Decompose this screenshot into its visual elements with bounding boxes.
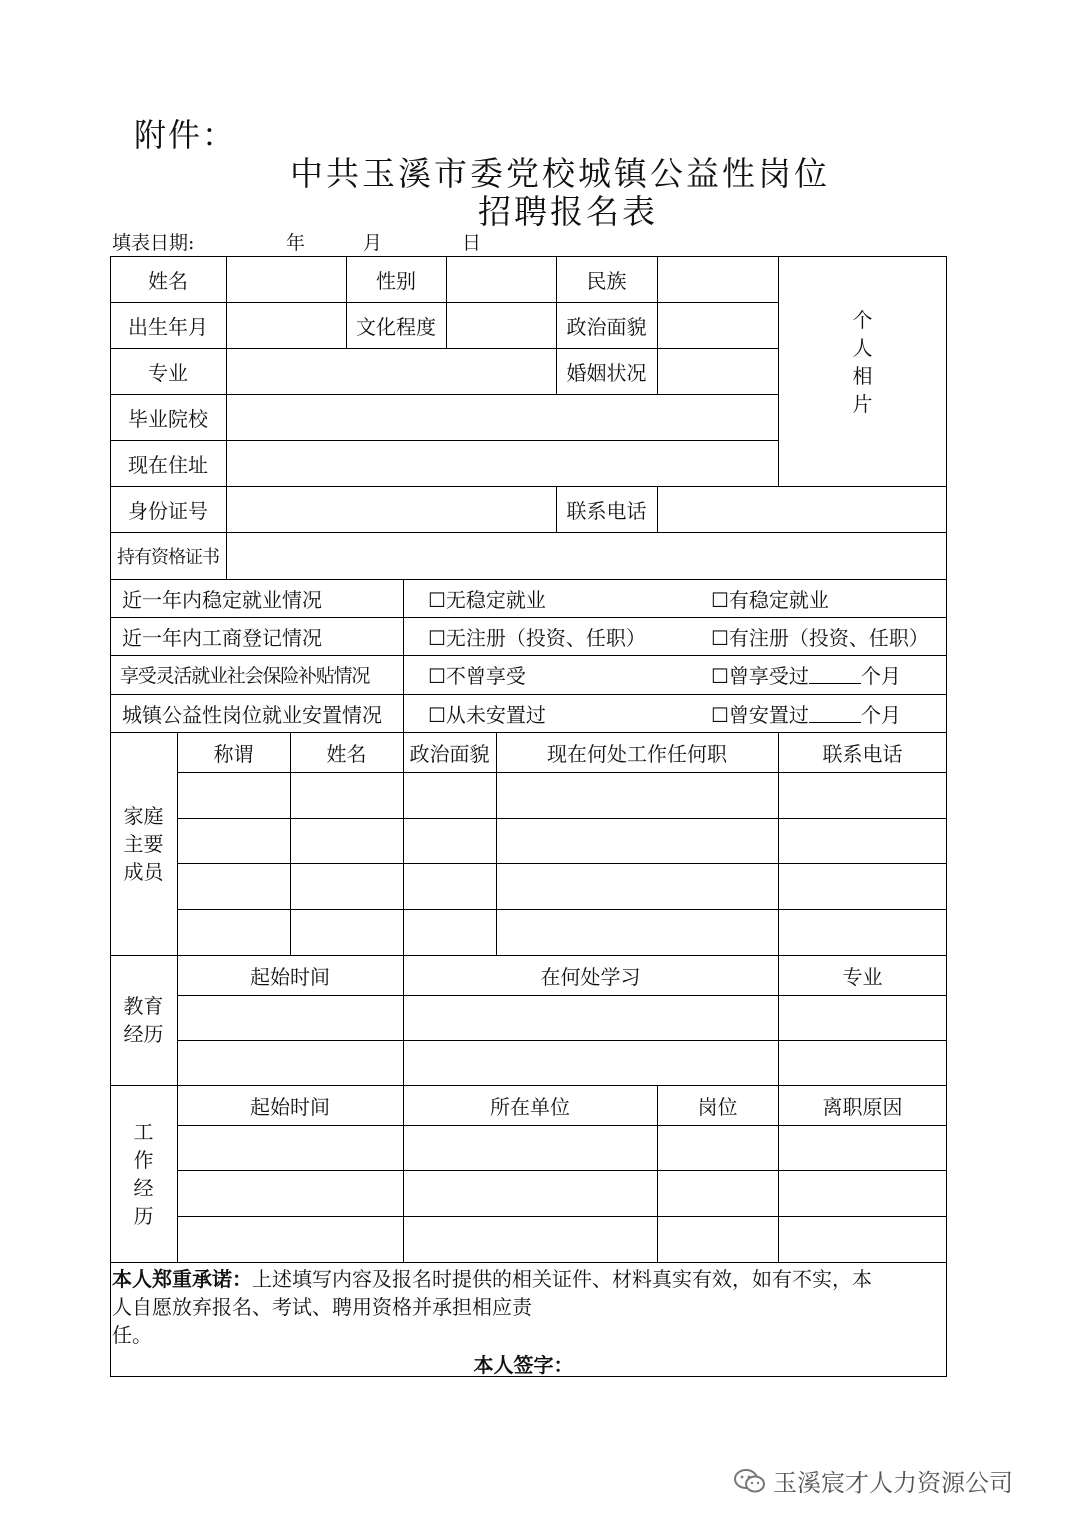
photo-char-3: 相 [852,364,873,388]
family-col-phone: 联系电话 [822,741,903,766]
education-section-label [110,992,177,1048]
id-number-field[interactable] [226,486,556,532]
enjoyed-months-blank[interactable] [809,665,861,684]
insurance-subsidy-label: 享受灵活就业社会保险补贴情况 [120,665,370,687]
enjoyed-months-unit: 个月 [860,664,901,688]
education-col-school: 在何处学习 [540,964,641,989]
placed-months-unit: 个月 [860,702,901,727]
address-label: 现在住址 [128,452,208,477]
enjoyed-label: ☐曾享受过 [711,664,809,688]
gender-label: 性别 [376,268,416,293]
major-label: 专业 [148,360,188,385]
education-label-2: 经历 [123,1022,164,1046]
form-title-line2: 招聘报名表 [478,192,658,231]
form-title-line1: 中共玉溪市委党校城镇公益性岗位 [290,154,830,193]
date-year-label: 年 [286,232,306,254]
work-label-2: 作 [133,1148,154,1172]
never-enjoyed-checkbox[interactable]: ☐不曾享受 [428,664,526,688]
stable-employment-label: 近一年内稳定就业情况 [122,587,322,612]
education-level-label: 文化程度 [356,314,436,339]
date-day-label: 日 [462,232,482,254]
wechat-icon [733,1468,767,1494]
placed-label: ☐曾安置过 [711,702,809,727]
birth-field[interactable] [226,302,346,348]
has-stable-employment-checkbox[interactable]: ☐有稳定就业 [711,587,829,612]
political-status-label: 政治面貌 [566,314,647,339]
no-registration-checkbox[interactable]: ☐无注册（投资、任职） [428,625,646,650]
pledge-text [112,1265,942,1349]
major-field[interactable] [226,348,556,394]
work-label-4: 历 [133,1204,154,1228]
business-registration-label: 近一年内工商登记情况 [122,625,322,650]
phone-label: 联系电话 [566,498,647,523]
certificate-label: 持有资格证书 [117,546,219,568]
family-label-3: 成员 [123,860,164,884]
marital-status-label: 婚姻状况 [566,360,647,385]
name-field[interactable] [226,256,346,302]
marital-status-field[interactable] [657,348,778,394]
political-status-field[interactable] [657,302,778,348]
family-label-1: 家庭 [123,804,164,828]
address-field[interactable] [226,440,778,486]
education-label-1: 教育 [123,994,164,1018]
enjoyed-months-checkbox[interactable] [711,655,945,694]
family-section-label [110,802,177,886]
family-label-2: 主要 [123,832,164,856]
signature-label[interactable]: 本人签字： [473,1353,574,1377]
phone-field[interactable] [657,486,947,532]
work-col-period: 起始时间 [250,1094,330,1119]
gender-field[interactable] [446,256,556,302]
date-month-label: 月 [363,232,383,254]
photo-char-2: 人 [852,336,873,360]
never-placed-checkbox[interactable]: ☐从未安置过 [428,702,546,727]
work-section-label [110,1118,177,1230]
work-col-position: 岗位 [697,1094,738,1119]
education-col-major: 专业 [842,964,883,989]
public-post-placement-label: 城镇公益性岗位就业安置情况 [122,702,382,727]
education-level-field[interactable] [446,302,556,348]
certificate-field[interactable] [226,532,947,579]
attachment-label: 附件： [134,116,237,154]
family-col-workplace: 现在何处工作任何职 [547,741,727,766]
school-field[interactable] [226,394,778,440]
pledge-line-2: 人自愿放弃报名、考试、聘用资格并承担相应责 [112,1295,532,1319]
placed-months-checkbox[interactable] [711,694,945,732]
watermark-text: 玉溪宸才人力资源公司 [773,1469,1013,1497]
work-col-leave-reason: 离职原因 [822,1094,903,1119]
photo-area[interactable] [778,306,947,418]
work-label-3: 经 [133,1176,154,1200]
id-number-label: 身份证号 [128,498,208,523]
photo-char-1: 个 [852,308,873,332]
name-label: 姓名 [148,268,188,293]
pledge-line-3: 任。 [112,1323,152,1347]
pledge-line-1: 上述填写内容及报名时提供的相关证件、材料真实有效，如有不实，本 [252,1267,872,1291]
family-col-political: 政治面貌 [409,741,490,766]
work-col-employer: 所在单位 [490,1094,570,1119]
pledge-heading: 本人郑重承诺： [112,1267,252,1291]
work-label-1: 工 [133,1120,154,1144]
watermark [733,1463,1013,1498]
placed-months-blank[interactable] [809,704,861,723]
birth-label: 出生年月 [128,314,208,339]
has-registration-checkbox[interactable]: ☐有注册（投资、任职） [711,625,929,650]
ethnicity-label: 民族 [586,268,627,293]
ethnicity-field[interactable] [657,256,778,302]
no-stable-employment-checkbox[interactable]: ☐无稳定就业 [428,587,546,612]
education-col-period: 起始时间 [250,964,330,989]
photo-char-4: 片 [852,392,873,416]
fill-date-label: 填表日期: [112,232,195,254]
family-col-name: 姓名 [326,741,367,766]
family-col-relation: 称谓 [213,741,254,766]
school-label: 毕业院校 [128,406,208,431]
